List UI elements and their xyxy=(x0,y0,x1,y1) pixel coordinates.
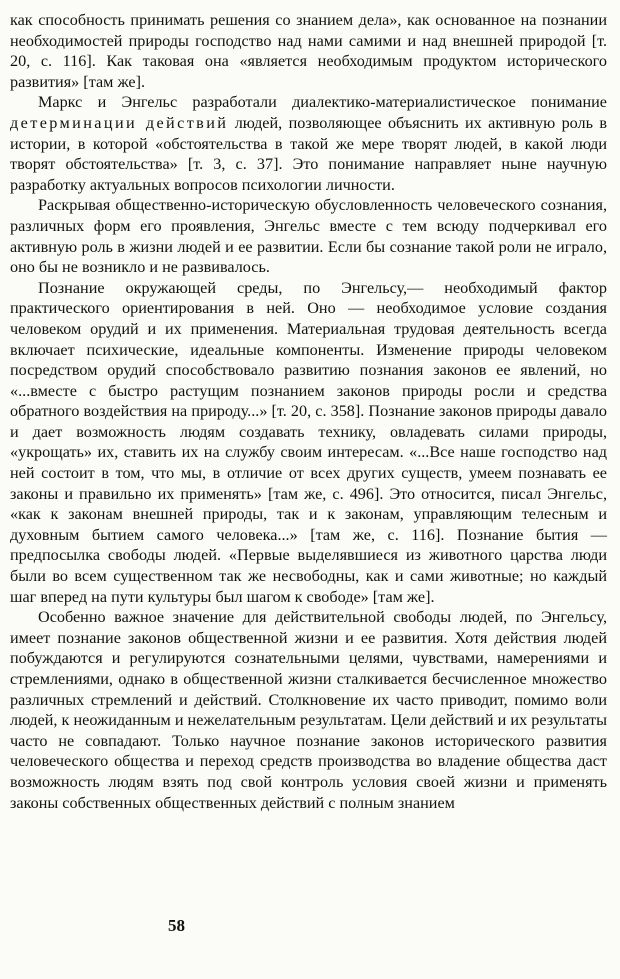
main-text xyxy=(10,10,607,813)
paragraph-2-end: людей, позволяющее объяснить их активную роль в истории, в которой «обстоятельства в такой же мере творят людей, в какой люди творят обстоятельства» [т. 3, с. 37]. Это понимание направляет ныне научную разработку актуальных вопросов психологии личности. xyxy=(10,113,608,194)
spaced-emphasis: детерминации действий xyxy=(10,113,229,132)
paragraph-2 xyxy=(10,92,607,195)
paragraph-5: Особенно важное значение для действительной свободы людей, по Энгельсу, имеет познание законов общественной жизни и ее развития. Хотя действия людей побуждаются и регулируются сознательными целями, чувствами, намерениями и стремлениями, однако в общественной жизни сталкивается бесчисленное множество различных стремлений и действий. Столкновение их часто приводит, помимо воли людей, к неожиданным и нежелательным результатам. Цели действий и их результаты часто не совпадают. Только научное познание законов исторического развития человеческого общества и переход средств производства во владение общества даст возможность людям взять под свой контроль условия своей жизни и применять законы собственных общественных действий с полным знанием xyxy=(10,608,607,812)
paragraph-1: как способность принимать решения со знанием дела», как основанное на познании необходимостей природы господство над нами самими и над внешней природой [т. 20, с. 116]. Как таковая она «является необходимым продуктом исторического развития» [там же]. xyxy=(10,11,607,91)
page-number: 58 xyxy=(168,916,185,935)
paragraph-4: Познание окружающей среды, по Энгельсу,— необходимый фактор практического ориентирования в ней. Оно — необходимое условие создания человеком орудий и их применения. Материальная трудовая деятельность всегда включает психические, идеальные компоненты. Изменение природы человеком посредством орудий способствовало развитию познания законов ее явлений, но «...вместе с быстро растущим познанием законов природы росли и средства обратного воздействия на природу...» [т. 20, с. 358]. Познание законов природы давало и дает возможность людям создавать технику, овладевать силами природы, «укрощать» их, ставить их на службу своим интересам. «...Все наше господство над ней состоит в том, что мы, в отличие от всех других существ, умеем познавать ее законы и правильно их применять» [там же, с. 496]. Это относится, писал Энгельс, «как к законам внешней природы, так и к законам, управляющим телесным и духовным бытием самого человека...» [там же, с. 116]. Познание бытия — предпосылка свободы людей. «Первые выделявшиеся из животного царства люди были во всем существенном так же несвободны, как и сами животные; но каждый шаг вперед на пути культуры был шагом к свободе» [там же]. xyxy=(10,278,607,606)
paragraph-2-start: Маркс и Энгельс разработали диалектико-материалистическое понимание xyxy=(38,93,607,112)
paragraph-3: Раскрывая общественно-историческую обусловленность человеческого сознания, различных форм его проявления, Энгельс вместе с тем всюду подчеркивал его активную роль в жизни людей и ее развитии. Если бы сознание такой роли не играло, оно бы не возникло и не развивалось. xyxy=(10,196,607,277)
